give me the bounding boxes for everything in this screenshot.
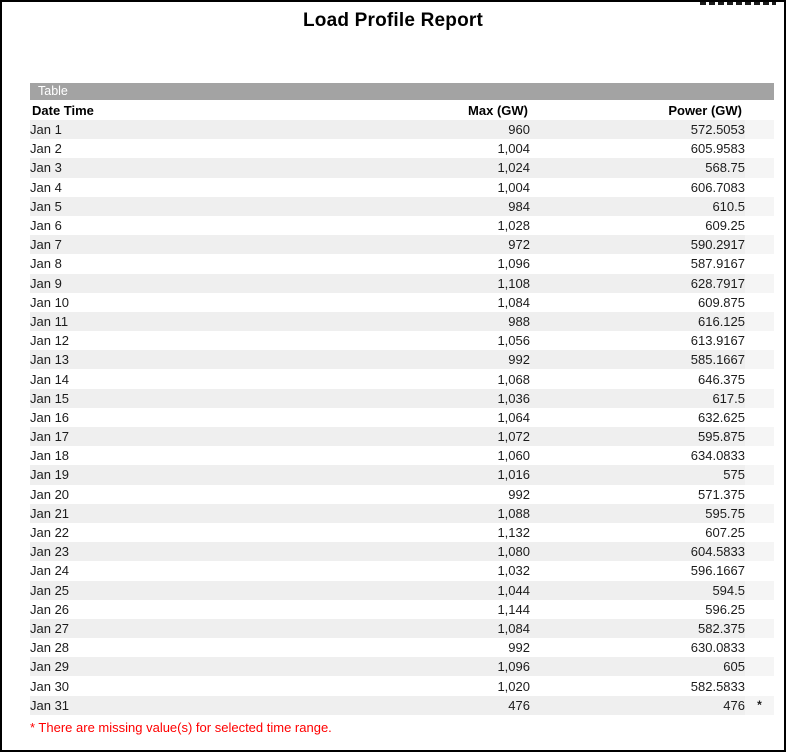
power-cell: 568.75 — [530, 158, 745, 177]
max-cell: 1,088 — [310, 504, 530, 523]
missing-value-asterisk — [745, 676, 774, 695]
table-row — [30, 139, 774, 158]
max-cell: 1,080 — [310, 542, 530, 561]
missing-value-asterisk — [745, 427, 774, 446]
power-cell: 610.5 — [530, 197, 745, 216]
table-row — [30, 254, 774, 273]
date-cell: Jan 20 — [30, 486, 70, 502]
load-profile-table — [30, 100, 774, 715]
column-header-max-gw: Max (GW) — [468, 102, 528, 118]
max-cell: 1,096 — [310, 657, 530, 676]
power-cell: 617.5 — [530, 389, 745, 408]
missing-value-asterisk — [745, 581, 774, 600]
power-cell: 630.0833 — [690, 640, 745, 656]
missing-value-asterisk — [745, 389, 774, 408]
power-cell: 572.5053 — [530, 120, 745, 139]
max-cell: 1,036 — [310, 389, 530, 408]
date-cell: Jan 9 — [30, 274, 310, 293]
max-cell: 1,064 — [497, 409, 530, 425]
table-row — [30, 676, 774, 695]
max-cell: 1,032 — [497, 563, 530, 579]
table-row — [30, 523, 774, 542]
table-row — [30, 542, 774, 561]
table-row — [30, 274, 774, 293]
power-cell: 613.9167 — [690, 333, 745, 349]
power-cell: 632.625 — [698, 409, 745, 425]
power-cell: 605 — [530, 657, 745, 676]
power-cell: 587.9167 — [690, 256, 745, 272]
date-cell: Jan 7 — [30, 235, 310, 254]
date-cell: Jan 5 — [30, 197, 310, 216]
power-cell: 590.2917 — [530, 235, 745, 254]
table-section — [30, 83, 774, 735]
table-row — [30, 465, 774, 484]
max-cell: 972 — [310, 235, 530, 254]
max-cell: 1,016 — [310, 465, 530, 484]
missing-value-asterisk — [745, 446, 774, 465]
max-cell: 1,084 — [310, 619, 530, 638]
clipped-top-right-text — [700, 2, 776, 5]
date-cell: Jan 23 — [30, 542, 310, 561]
date-cell: Jan 22 — [30, 525, 70, 541]
date-cell: Jan 21 — [30, 504, 310, 523]
date-cell: Jan 19 — [30, 465, 310, 484]
table-row — [30, 197, 774, 216]
table-row — [30, 120, 774, 139]
table-section-header: Table — [30, 83, 774, 100]
missing-value-asterisk: * — [745, 696, 774, 715]
column-header-date-time: Date Time — [32, 102, 94, 118]
max-cell: 1,108 — [310, 274, 530, 293]
table-row — [30, 178, 774, 197]
date-cell: Jan 17 — [30, 427, 310, 446]
missing-value-asterisk — [745, 216, 774, 235]
table-row — [30, 312, 774, 331]
date-cell: Jan 25 — [30, 581, 310, 600]
date-cell: Jan 31 — [30, 696, 310, 715]
max-cell: 1,060 — [497, 448, 530, 464]
date-cell: Jan 18 — [30, 448, 70, 464]
power-cell: 605.9583 — [690, 141, 745, 157]
power-cell: 596.1667 — [690, 563, 745, 579]
table-row — [30, 293, 774, 312]
table-row — [30, 600, 774, 619]
date-cell: Jan 1 — [30, 120, 310, 139]
max-cell: 992 — [508, 640, 530, 656]
missing-value-asterisk — [745, 542, 774, 561]
power-cell: 609.25 — [705, 218, 745, 234]
table-row — [30, 350, 774, 369]
table-row — [30, 389, 774, 408]
max-cell: 1,144 — [497, 601, 530, 617]
power-cell: 606.7083 — [690, 179, 745, 195]
missing-value-asterisk — [745, 293, 774, 312]
table-row — [30, 408, 774, 427]
max-cell: 960 — [310, 120, 530, 139]
missing-value-asterisk — [745, 523, 774, 542]
table-row — [30, 235, 774, 254]
date-cell: Jan 13 — [30, 350, 310, 369]
power-cell: 582.375 — [530, 619, 745, 638]
column-header-power-gw: Power (GW) — [668, 102, 742, 118]
missing-value-asterisk — [745, 197, 774, 216]
power-cell: 607.25 — [705, 525, 745, 541]
power-cell: 596.25 — [705, 601, 745, 617]
table-row — [30, 331, 774, 350]
table-row — [30, 158, 774, 177]
power-cell: 476 — [530, 696, 745, 715]
missing-value-asterisk — [745, 331, 774, 350]
missing-value-asterisk — [745, 312, 774, 331]
max-cell: 1,068 — [497, 371, 530, 387]
power-cell: 575 — [530, 465, 745, 484]
table-row — [30, 369, 774, 388]
table-header-row — [30, 100, 774, 120]
missing-value-asterisk — [745, 120, 774, 139]
power-cell: 594.5 — [530, 581, 745, 600]
max-cell: 1,004 — [497, 179, 530, 195]
missing-value-asterisk — [745, 600, 774, 619]
missing-value-asterisk — [745, 235, 774, 254]
power-cell: 634.0833 — [690, 448, 745, 464]
table-row — [30, 446, 774, 465]
missing-value-asterisk — [745, 408, 774, 427]
max-cell: 992 — [508, 486, 530, 502]
missing-values-footnote: * There are missing value(s) for selected time range. — [30, 719, 332, 735]
missing-value-asterisk — [745, 465, 774, 484]
missing-value-asterisk — [745, 504, 774, 523]
date-cell: Jan 11 — [30, 312, 310, 331]
missing-value-asterisk — [745, 178, 774, 197]
date-cell: Jan 24 — [30, 563, 70, 579]
power-cell: 604.5833 — [530, 542, 745, 561]
date-cell: Jan 6 — [30, 218, 62, 234]
power-cell: 646.375 — [698, 371, 745, 387]
max-cell: 1,020 — [497, 678, 530, 694]
max-cell: 1,044 — [310, 581, 530, 600]
max-cell: 988 — [310, 312, 530, 331]
date-cell: Jan 16 — [30, 409, 70, 425]
max-cell: 1,024 — [310, 158, 530, 177]
missing-value-asterisk — [745, 158, 774, 177]
page-title: Load Profile Report — [302, 10, 484, 31]
missing-value-asterisk — [745, 350, 774, 369]
power-cell: 585.1667 — [530, 350, 745, 369]
missing-value-asterisk — [745, 369, 774, 388]
date-cell: Jan 12 — [30, 333, 70, 349]
max-cell: 1,096 — [497, 256, 530, 272]
date-cell: Jan 27 — [30, 619, 310, 638]
table-row — [30, 427, 774, 446]
table-row — [30, 504, 774, 523]
power-cell: 571.375 — [698, 486, 745, 502]
date-cell: Jan 29 — [30, 657, 310, 676]
date-cell: Jan 14 — [30, 371, 70, 387]
column-header-marker — [745, 100, 774, 120]
missing-value-asterisk — [745, 561, 774, 580]
power-cell: 595.875 — [530, 427, 745, 446]
missing-value-asterisk — [745, 619, 774, 638]
table-row — [30, 581, 774, 600]
date-cell: Jan 30 — [30, 678, 70, 694]
date-cell: Jan 8 — [30, 256, 62, 272]
date-cell: Jan 4 — [30, 179, 62, 195]
max-cell: 1,004 — [497, 141, 530, 157]
date-cell: Jan 28 — [30, 640, 70, 656]
missing-value-asterisk — [745, 139, 774, 158]
max-cell: 984 — [310, 197, 530, 216]
table-row — [30, 485, 774, 504]
missing-value-asterisk — [745, 274, 774, 293]
max-cell: 1,084 — [497, 294, 530, 310]
power-cell: 609.875 — [698, 294, 745, 310]
table-row — [30, 657, 774, 676]
date-cell: Jan 10 — [30, 294, 70, 310]
missing-value-asterisk — [745, 254, 774, 273]
max-cell: 1,132 — [497, 525, 530, 541]
power-cell: 628.7917 — [530, 274, 745, 293]
table-row — [30, 561, 774, 580]
max-cell: 1,072 — [310, 427, 530, 446]
table-row — [30, 216, 774, 235]
table-body — [30, 120, 774, 715]
max-cell: 476 — [310, 696, 530, 715]
table-row — [30, 619, 774, 638]
date-cell: Jan 2 — [30, 141, 62, 157]
max-cell: 1,056 — [497, 333, 530, 349]
date-cell: Jan 3 — [30, 158, 310, 177]
table-row — [30, 696, 774, 715]
power-cell: 616.125 — [530, 312, 745, 331]
date-cell: Jan 15 — [30, 389, 310, 408]
missing-value-asterisk — [745, 638, 774, 657]
date-cell: Jan 26 — [30, 601, 70, 617]
max-cell: 992 — [310, 350, 530, 369]
table-row — [30, 638, 774, 657]
power-cell: 582.5833 — [690, 678, 745, 694]
power-cell: 595.75 — [530, 504, 745, 523]
max-cell: 1,028 — [497, 218, 530, 234]
missing-value-asterisk — [745, 657, 774, 676]
missing-value-asterisk — [745, 485, 774, 504]
